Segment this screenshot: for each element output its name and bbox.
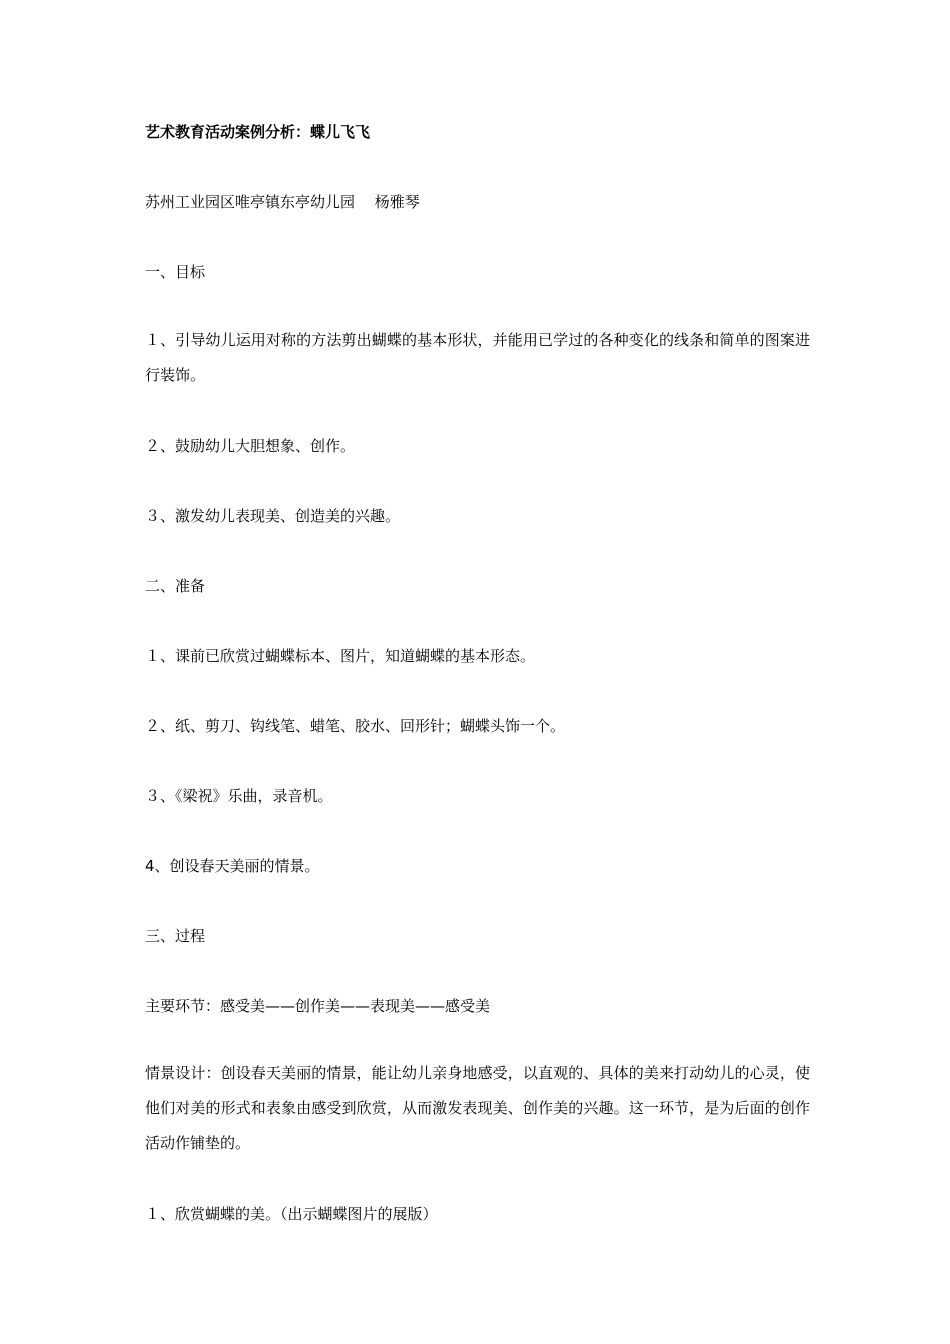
process-step-1: １、欣赏蝴蝶的美。（出示蝴蝶图片的展版） (145, 1205, 438, 1223)
goal-item-3: ３、激发幼儿表现美、创造美的兴趣。 (145, 507, 401, 525)
goal-item-1-text: １、引导幼儿运用对称的方法剪出蝴蝶的基本形状，并能用已学过的各种变化的线条和简单的图案进行装饰。 (145, 331, 810, 384)
scene-design-paragraph (145, 1056, 810, 1161)
main-links-line: 主要环节：感受美——创作美——表现美——感受美 (145, 997, 491, 1015)
section-heading-process: 三、过程 (145, 927, 206, 945)
scene-design-text: 情景设计：创设春天美丽的情景，能让幼儿亲身地感受，以直观的、具体的美来打动幼儿的心灵，使他们对美的形式和表象由感受到欣赏，从而激发表现美、创作美的兴趣。这一环节，是为后面的创作活动作铺垫的。 (145, 1064, 810, 1152)
prep-item-4: 4、创设春天美丽的情景。 (145, 857, 320, 875)
goal-item-2: ２、鼓励幼儿大胆想象、创作。 (145, 437, 356, 455)
section-heading-preparation: 二、准备 (145, 577, 206, 595)
prep-item-1: １、课前已欣赏过蝴蝶标本、图片，知道蝴蝶的基本形态。 (145, 647, 536, 665)
document-title: 艺术教育活动案例分析：蝶儿飞飞 (145, 123, 371, 141)
author-line: 苏州工业园区唯亭镇东亭幼儿园 杨雅琴 (145, 193, 420, 211)
goal-item-1 (145, 323, 810, 393)
prep-item-2: ２、纸、剪刀、钩线笔、蜡笔、胶水、回形针；蝴蝶头饰一个。 (145, 717, 566, 735)
prep-item-3: ３、《梁祝》乐曲，录音机。 (145, 787, 333, 805)
section-heading-goals: 一、目标 (145, 263, 206, 281)
